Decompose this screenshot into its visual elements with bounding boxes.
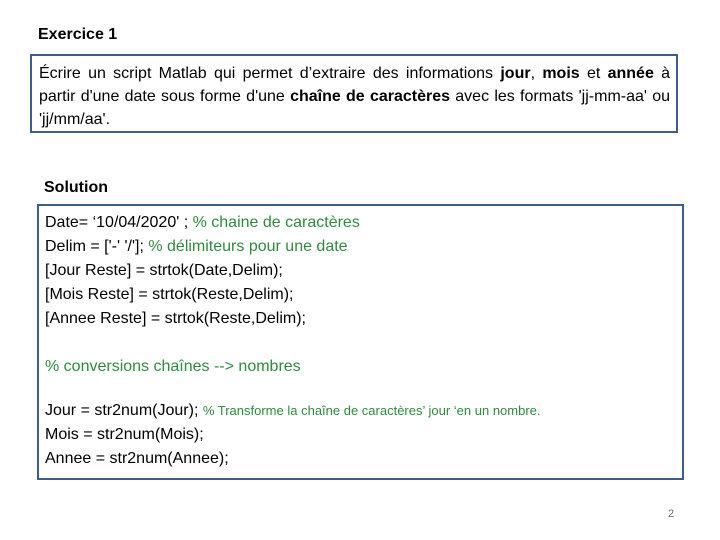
code-comment: % délimiteurs pour une date [148,238,348,255]
code-text: Delim = ['-' '/']; [45,238,149,255]
code-text: Annee = str2num(Annee); [45,450,229,467]
code-line [45,423,682,447]
code-line [45,259,682,283]
keyword-mois: mois [542,65,580,82]
code-comment: % conversions chaînes --> nombres [45,358,301,375]
code-comment: % chaine de caractères [192,214,360,231]
code-comment: % Transforme la chaîne de caractères’ jour ‘en un nombre. [202,403,541,418]
code-text: [Annee Reste] = strtok(Reste,Delim); [45,310,306,327]
statement-text: , [530,65,543,82]
code-line [45,211,682,235]
keyword-chaine: chaîne de caractères [290,88,451,105]
statement-text: avec les formats 'jj-mm-aa' ou 'jj/mm/aa'. [39,88,670,128]
code-text: Mois = str2num(Mois); [45,426,204,443]
code-line [45,307,682,331]
code-text: [Mois Reste] = strtok(Reste,Delim); [45,286,294,303]
code-text: [Jour Reste] = strtok(Date,Delim); [45,262,283,279]
code-line [45,447,682,471]
page-number: 2 [668,508,675,520]
exercise-statement-box [30,54,678,133]
solution-title: Solution [44,179,108,196]
statement-text: à partir d'une date sous forme d'une [39,65,671,105]
exercise-statement [39,62,670,131]
code-text: Jour = str2num(Jour); [45,402,203,419]
code-text: Date= ‘10/04/2020' ; [45,214,193,231]
code-line [45,235,682,259]
statement-text: Écrire un script Matlab qui permet d’extraire des informations [39,65,501,82]
keyword-jour: jour [500,65,531,82]
blank-line [45,331,682,355]
keyword-annee: année [607,65,654,82]
code-line [45,355,682,379]
exercise-title: Exercice 1 [38,26,118,43]
code-line [45,399,682,423]
blank-line [45,379,682,399]
statement-text: et [579,65,608,82]
code-line [45,283,682,307]
solution-code-box [37,204,684,480]
